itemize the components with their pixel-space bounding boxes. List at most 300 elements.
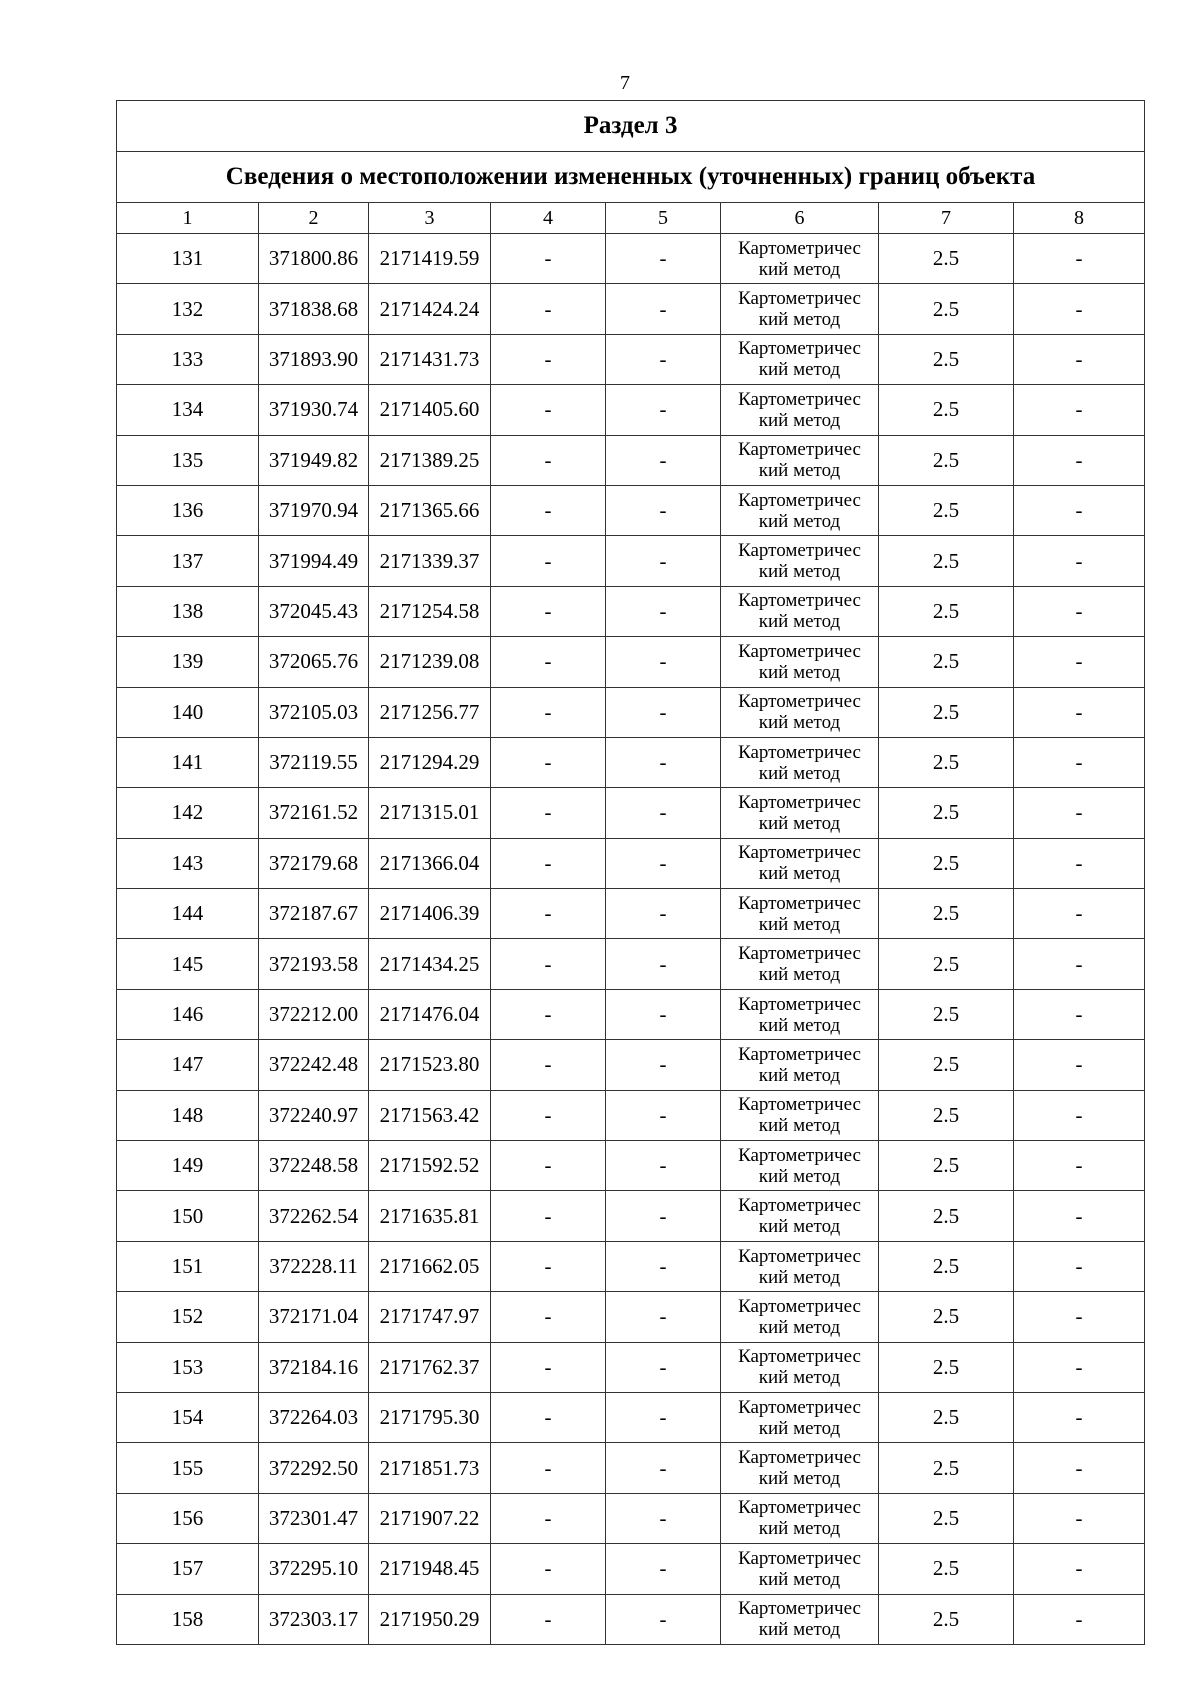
column-4-cell: - (491, 334, 606, 384)
method-cell (721, 586, 879, 636)
method-cell (721, 485, 879, 535)
point-number-cell: 131 (117, 234, 259, 284)
column-5-cell: - (606, 838, 721, 888)
x-coordinate-cell: 372240.97 (259, 1090, 369, 1140)
method-cell (721, 1191, 879, 1241)
x-coordinate-cell: 372171.04 (259, 1292, 369, 1342)
column-5-cell: - (606, 637, 721, 687)
column-8-cell: - (1014, 889, 1145, 939)
column-4-cell: - (491, 284, 606, 334)
method-line-1: Картометричес (738, 489, 861, 511)
column-5-cell: - (606, 1191, 721, 1241)
method-cell (721, 1141, 879, 1191)
column-4-cell: - (491, 1392, 606, 1442)
method-line-2: кий метод (758, 1619, 841, 1641)
column-4-cell: - (491, 1040, 606, 1090)
column-8-cell: - (1014, 687, 1145, 737)
table-row (117, 485, 1145, 535)
accuracy-cell: 2.5 (879, 1594, 1014, 1644)
x-coordinate-cell: 372295.10 (259, 1544, 369, 1594)
x-coordinate-cell: 371800.86 (259, 234, 369, 284)
y-coordinate-cell: 2171405.60 (369, 385, 491, 435)
table-row (117, 536, 1145, 586)
point-number-cell: 136 (117, 485, 259, 535)
method-line-2: кий метод (758, 1165, 841, 1187)
point-number-cell: 156 (117, 1493, 259, 1543)
x-coordinate-cell: 372212.00 (259, 989, 369, 1039)
column-8-cell: - (1014, 1544, 1145, 1594)
method-cell (721, 536, 879, 586)
column-header: 6 (721, 203, 879, 234)
x-coordinate-cell: 372065.76 (259, 637, 369, 687)
x-coordinate-cell: 371893.90 (259, 334, 369, 384)
column-5-cell: - (606, 687, 721, 737)
accuracy-cell: 2.5 (879, 737, 1014, 787)
column-4-cell: - (491, 939, 606, 989)
accuracy-cell: 2.5 (879, 1544, 1014, 1594)
method-line-1: Картометричес (738, 439, 861, 461)
point-number-cell: 143 (117, 838, 259, 888)
column-5-cell: - (606, 234, 721, 284)
method-line-2: кий метод (758, 1468, 841, 1490)
method-line-1: Картометричес (738, 1547, 861, 1569)
point-number-cell: 134 (117, 385, 259, 435)
column-4-cell: - (491, 838, 606, 888)
method-line-2: кий метод (758, 1266, 841, 1288)
table-row (117, 989, 1145, 1039)
y-coordinate-cell: 2171424.24 (369, 284, 491, 334)
column-8-cell: - (1014, 284, 1145, 334)
column-4-cell: - (491, 435, 606, 485)
method-line-1: Картометричес (738, 1043, 861, 1065)
column-8-cell: - (1014, 1191, 1145, 1241)
point-number-cell: 133 (117, 334, 259, 384)
point-number-cell: 149 (117, 1141, 259, 1191)
column-8-cell: - (1014, 1493, 1145, 1543)
point-number-cell: 145 (117, 939, 259, 989)
method-cell (721, 939, 879, 989)
column-4-cell: - (491, 889, 606, 939)
column-8-cell: - (1014, 586, 1145, 636)
method-line-2: кий метод (758, 359, 841, 381)
column-5-cell: - (606, 385, 721, 435)
column-8-cell: - (1014, 637, 1145, 687)
y-coordinate-cell: 2171563.42 (369, 1090, 491, 1140)
column-8-cell: - (1014, 334, 1145, 384)
column-4-cell: - (491, 788, 606, 838)
method-line-1: Картометричес (738, 640, 861, 662)
method-line-2: кий метод (758, 1367, 841, 1389)
column-5-cell: - (606, 1392, 721, 1442)
accuracy-cell: 2.5 (879, 234, 1014, 284)
method-line-2: кий метод (758, 1417, 841, 1439)
y-coordinate-cell: 2171315.01 (369, 788, 491, 838)
accuracy-cell: 2.5 (879, 1292, 1014, 1342)
column-header-row (117, 203, 1145, 234)
method-line-1: Картометричес (738, 590, 861, 612)
method-line-1: Картометричес (738, 1245, 861, 1267)
method-line-2: кий метод (758, 1115, 841, 1137)
point-number-cell: 147 (117, 1040, 259, 1090)
point-number-cell: 135 (117, 435, 259, 485)
method-line-1: Картометричес (738, 993, 861, 1015)
method-cell (721, 989, 879, 1039)
table-row (117, 1493, 1145, 1543)
table-row (117, 1342, 1145, 1392)
method-line-1: Картометричес (738, 1598, 861, 1620)
table-row (117, 637, 1145, 687)
column-header: 3 (369, 203, 491, 234)
table-row (117, 1292, 1145, 1342)
column-8-cell: - (1014, 1443, 1145, 1493)
column-8-cell: - (1014, 1392, 1145, 1442)
point-number-cell: 140 (117, 687, 259, 737)
method-cell (721, 284, 879, 334)
column-4-cell: - (491, 1544, 606, 1594)
column-8-cell: - (1014, 1141, 1145, 1191)
column-5-cell: - (606, 989, 721, 1039)
accuracy-cell: 2.5 (879, 687, 1014, 737)
y-coordinate-cell: 2171795.30 (369, 1392, 491, 1442)
column-8-cell: - (1014, 939, 1145, 989)
method-line-2: кий метод (758, 1014, 841, 1036)
method-cell (721, 1392, 879, 1442)
method-line-1: Картометричес (738, 540, 861, 562)
method-line-2: кий метод (758, 812, 841, 834)
accuracy-cell: 2.5 (879, 1342, 1014, 1392)
point-number-cell: 153 (117, 1342, 259, 1392)
method-cell (721, 435, 879, 485)
x-coordinate-cell: 372161.52 (259, 788, 369, 838)
method-cell (721, 1292, 879, 1342)
accuracy-cell: 2.5 (879, 284, 1014, 334)
x-coordinate-cell: 372045.43 (259, 586, 369, 636)
table-row (117, 737, 1145, 787)
y-coordinate-cell: 2171254.58 (369, 586, 491, 636)
method-cell (721, 385, 879, 435)
x-coordinate-cell: 372301.47 (259, 1493, 369, 1543)
column-header: 5 (606, 203, 721, 234)
y-coordinate-cell: 2171366.04 (369, 838, 491, 888)
method-cell (721, 1493, 879, 1543)
method-line-1: Картометричес (738, 691, 861, 713)
y-coordinate-cell: 2171434.25 (369, 939, 491, 989)
column-4-cell: - (491, 989, 606, 1039)
column-4-cell: - (491, 1292, 606, 1342)
column-4-cell: - (491, 1191, 606, 1241)
y-coordinate-cell: 2171851.73 (369, 1443, 491, 1493)
x-coordinate-cell: 372264.03 (259, 1392, 369, 1442)
column-4-cell: - (491, 586, 606, 636)
column-4-cell: - (491, 1443, 606, 1493)
column-5-cell: - (606, 586, 721, 636)
point-number-cell: 142 (117, 788, 259, 838)
accuracy-cell: 2.5 (879, 435, 1014, 485)
column-4-cell: - (491, 234, 606, 284)
column-8-cell: - (1014, 536, 1145, 586)
accuracy-cell: 2.5 (879, 1191, 1014, 1241)
method-line-2: кий метод (758, 611, 841, 633)
method-cell (721, 1342, 879, 1392)
method-cell (721, 334, 879, 384)
method-line-1: Картометричес (738, 1447, 861, 1469)
y-coordinate-cell: 2171907.22 (369, 1493, 491, 1543)
point-number-cell: 154 (117, 1392, 259, 1442)
column-8-cell: - (1014, 385, 1145, 435)
x-coordinate-cell: 372179.68 (259, 838, 369, 888)
column-header: 7 (879, 203, 1014, 234)
page-number: 7 (620, 72, 630, 94)
x-coordinate-cell: 371949.82 (259, 435, 369, 485)
method-line-2: кий метод (758, 1316, 841, 1338)
table-row (117, 1241, 1145, 1291)
table-row (117, 234, 1145, 284)
accuracy-cell: 2.5 (879, 637, 1014, 687)
column-4-cell: - (491, 485, 606, 535)
method-line-1: Картометричес (738, 1497, 861, 1519)
column-5-cell: - (606, 1443, 721, 1493)
table-row (117, 838, 1145, 888)
column-5-cell: - (606, 1292, 721, 1342)
column-4-cell: - (491, 687, 606, 737)
table-body (117, 234, 1145, 1645)
y-coordinate-cell: 2171523.80 (369, 1040, 491, 1090)
accuracy-cell: 2.5 (879, 1392, 1014, 1442)
x-coordinate-cell: 372187.67 (259, 889, 369, 939)
method-line-2: кий метод (758, 964, 841, 986)
column-5-cell: - (606, 1594, 721, 1644)
accuracy-cell: 2.5 (879, 536, 1014, 586)
x-coordinate-cell: 372184.16 (259, 1342, 369, 1392)
point-number-cell: 152 (117, 1292, 259, 1342)
y-coordinate-cell: 2171406.39 (369, 889, 491, 939)
column-8-cell: - (1014, 1594, 1145, 1644)
column-8-cell: - (1014, 234, 1145, 284)
method-line-2: кий метод (758, 1064, 841, 1086)
accuracy-cell: 2.5 (879, 939, 1014, 989)
method-line-2: кий метод (758, 309, 841, 331)
column-5-cell: - (606, 939, 721, 989)
method-line-2: кий метод (758, 258, 841, 280)
column-4-cell: - (491, 1241, 606, 1291)
method-line-1: Картометричес (738, 1195, 861, 1217)
column-8-cell: - (1014, 1241, 1145, 1291)
method-line-1: Картометричес (738, 388, 861, 410)
method-line-2: кий метод (758, 409, 841, 431)
point-number-cell: 158 (117, 1594, 259, 1644)
column-5-cell: - (606, 1090, 721, 1140)
method-line-1: Картометричес (738, 1295, 861, 1317)
method-line-1: Картометричес (738, 1396, 861, 1418)
point-number-cell: 137 (117, 536, 259, 586)
accuracy-cell: 2.5 (879, 1040, 1014, 1090)
section-title: Раздел 3 (117, 101, 1145, 152)
method-line-1: Картометричес (738, 943, 861, 965)
x-coordinate-cell: 372303.17 (259, 1594, 369, 1644)
table-row (117, 1594, 1145, 1644)
column-5-cell: - (606, 1241, 721, 1291)
method-line-1: Картометричес (738, 237, 861, 259)
point-number-cell: 139 (117, 637, 259, 687)
column-8-cell: - (1014, 788, 1145, 838)
table-row (117, 1392, 1145, 1442)
table-row (117, 435, 1145, 485)
x-coordinate-cell: 372105.03 (259, 687, 369, 737)
column-4-cell: - (491, 1141, 606, 1191)
x-coordinate-cell: 371930.74 (259, 385, 369, 435)
y-coordinate-cell: 2171476.04 (369, 989, 491, 1039)
method-line-2: кий метод (758, 712, 841, 734)
column-8-cell: - (1014, 1292, 1145, 1342)
method-line-2: кий метод (758, 1216, 841, 1238)
method-line-2: кий метод (758, 1568, 841, 1590)
point-number-cell: 150 (117, 1191, 259, 1241)
column-header: 4 (491, 203, 606, 234)
table-row (117, 284, 1145, 334)
y-coordinate-cell: 2171389.25 (369, 435, 491, 485)
method-line-1: Картометричес (738, 791, 861, 813)
method-cell (721, 1443, 879, 1493)
column-8-cell: - (1014, 485, 1145, 535)
method-cell (721, 788, 879, 838)
x-coordinate-cell: 372228.11 (259, 1241, 369, 1291)
y-coordinate-cell: 2171948.45 (369, 1544, 491, 1594)
method-cell (721, 234, 879, 284)
y-coordinate-cell: 2171339.37 (369, 536, 491, 586)
table-row (117, 334, 1145, 384)
method-line-2: кий метод (758, 460, 841, 482)
column-5-cell: - (606, 1342, 721, 1392)
method-cell (721, 1090, 879, 1140)
table-row (117, 385, 1145, 435)
column-8-cell: - (1014, 838, 1145, 888)
y-coordinate-cell: 2171950.29 (369, 1594, 491, 1644)
method-line-2: кий метод (758, 661, 841, 683)
y-coordinate-cell: 2171365.66 (369, 485, 491, 535)
method-line-1: Картометричес (738, 288, 861, 310)
column-5-cell: - (606, 1544, 721, 1594)
method-cell (721, 637, 879, 687)
table-row (117, 1040, 1145, 1090)
accuracy-cell: 2.5 (879, 1141, 1014, 1191)
column-4-cell: - (491, 737, 606, 787)
column-8-cell: - (1014, 737, 1145, 787)
column-5-cell: - (606, 334, 721, 384)
table-row (117, 889, 1145, 939)
accuracy-cell: 2.5 (879, 1090, 1014, 1140)
column-4-cell: - (491, 1342, 606, 1392)
column-5-cell: - (606, 284, 721, 334)
table-row (117, 939, 1145, 989)
column-4-cell: - (491, 1594, 606, 1644)
column-4-cell: - (491, 1090, 606, 1140)
column-4-cell: - (491, 1493, 606, 1543)
point-number-cell: 157 (117, 1544, 259, 1594)
point-number-cell: 155 (117, 1443, 259, 1493)
y-coordinate-cell: 2171419.59 (369, 234, 491, 284)
column-4-cell: - (491, 536, 606, 586)
accuracy-cell: 2.5 (879, 586, 1014, 636)
y-coordinate-cell: 2171592.52 (369, 1141, 491, 1191)
x-coordinate-cell: 372242.48 (259, 1040, 369, 1090)
x-coordinate-cell: 372119.55 (259, 737, 369, 787)
method-line-1: Картометричес (738, 842, 861, 864)
method-cell (721, 687, 879, 737)
column-header: 8 (1014, 203, 1145, 234)
method-cell (721, 1594, 879, 1644)
method-cell (721, 737, 879, 787)
point-number-cell: 148 (117, 1090, 259, 1140)
accuracy-cell: 2.5 (879, 334, 1014, 384)
method-cell (721, 1040, 879, 1090)
x-coordinate-cell: 371994.49 (259, 536, 369, 586)
column-4-cell: - (491, 385, 606, 435)
accuracy-cell: 2.5 (879, 889, 1014, 939)
column-5-cell: - (606, 536, 721, 586)
column-5-cell: - (606, 889, 721, 939)
point-number-cell: 146 (117, 989, 259, 1039)
column-8-cell: - (1014, 435, 1145, 485)
column-8-cell: - (1014, 1040, 1145, 1090)
method-line-1: Картометричес (738, 1094, 861, 1116)
method-line-1: Картометричес (738, 338, 861, 360)
accuracy-cell: 2.5 (879, 385, 1014, 435)
method-line-1: Картометричес (738, 892, 861, 914)
method-cell (721, 838, 879, 888)
method-line-1: Картометричес (738, 1144, 861, 1166)
x-coordinate-cell: 372193.58 (259, 939, 369, 989)
accuracy-cell: 2.5 (879, 485, 1014, 535)
accuracy-cell: 2.5 (879, 1241, 1014, 1291)
method-line-1: Картометричес (738, 741, 861, 763)
column-4-cell: - (491, 637, 606, 687)
method-cell (721, 1544, 879, 1594)
column-5-cell: - (606, 485, 721, 535)
table-row (117, 687, 1145, 737)
table-row (117, 788, 1145, 838)
accuracy-cell: 2.5 (879, 1443, 1014, 1493)
column-5-cell: - (606, 737, 721, 787)
method-line-2: кий метод (758, 1518, 841, 1540)
method-line-2: кий метод (758, 561, 841, 583)
x-coordinate-cell: 372262.54 (259, 1191, 369, 1241)
y-coordinate-cell: 2171256.77 (369, 687, 491, 737)
column-header: 2 (259, 203, 369, 234)
table-row (117, 1141, 1145, 1191)
method-line-2: кий метод (758, 510, 841, 532)
x-coordinate-cell: 372248.58 (259, 1141, 369, 1191)
y-coordinate-cell: 2171762.37 (369, 1342, 491, 1392)
point-number-cell: 132 (117, 284, 259, 334)
column-8-cell: - (1014, 1342, 1145, 1392)
x-coordinate-cell: 372292.50 (259, 1443, 369, 1493)
accuracy-cell: 2.5 (879, 989, 1014, 1039)
y-coordinate-cell: 2171635.81 (369, 1191, 491, 1241)
y-coordinate-cell: 2171662.05 (369, 1241, 491, 1291)
x-coordinate-cell: 371970.94 (259, 485, 369, 535)
column-5-cell: - (606, 1141, 721, 1191)
method-cell (721, 889, 879, 939)
column-5-cell: - (606, 1493, 721, 1543)
method-cell (721, 1241, 879, 1291)
accuracy-cell: 2.5 (879, 838, 1014, 888)
table-row (117, 586, 1145, 636)
y-coordinate-cell: 2171431.73 (369, 334, 491, 384)
table-row (117, 1090, 1145, 1140)
column-5-cell: - (606, 435, 721, 485)
boundary-coordinates-table (116, 100, 1145, 1645)
x-coordinate-cell: 371838.68 (259, 284, 369, 334)
